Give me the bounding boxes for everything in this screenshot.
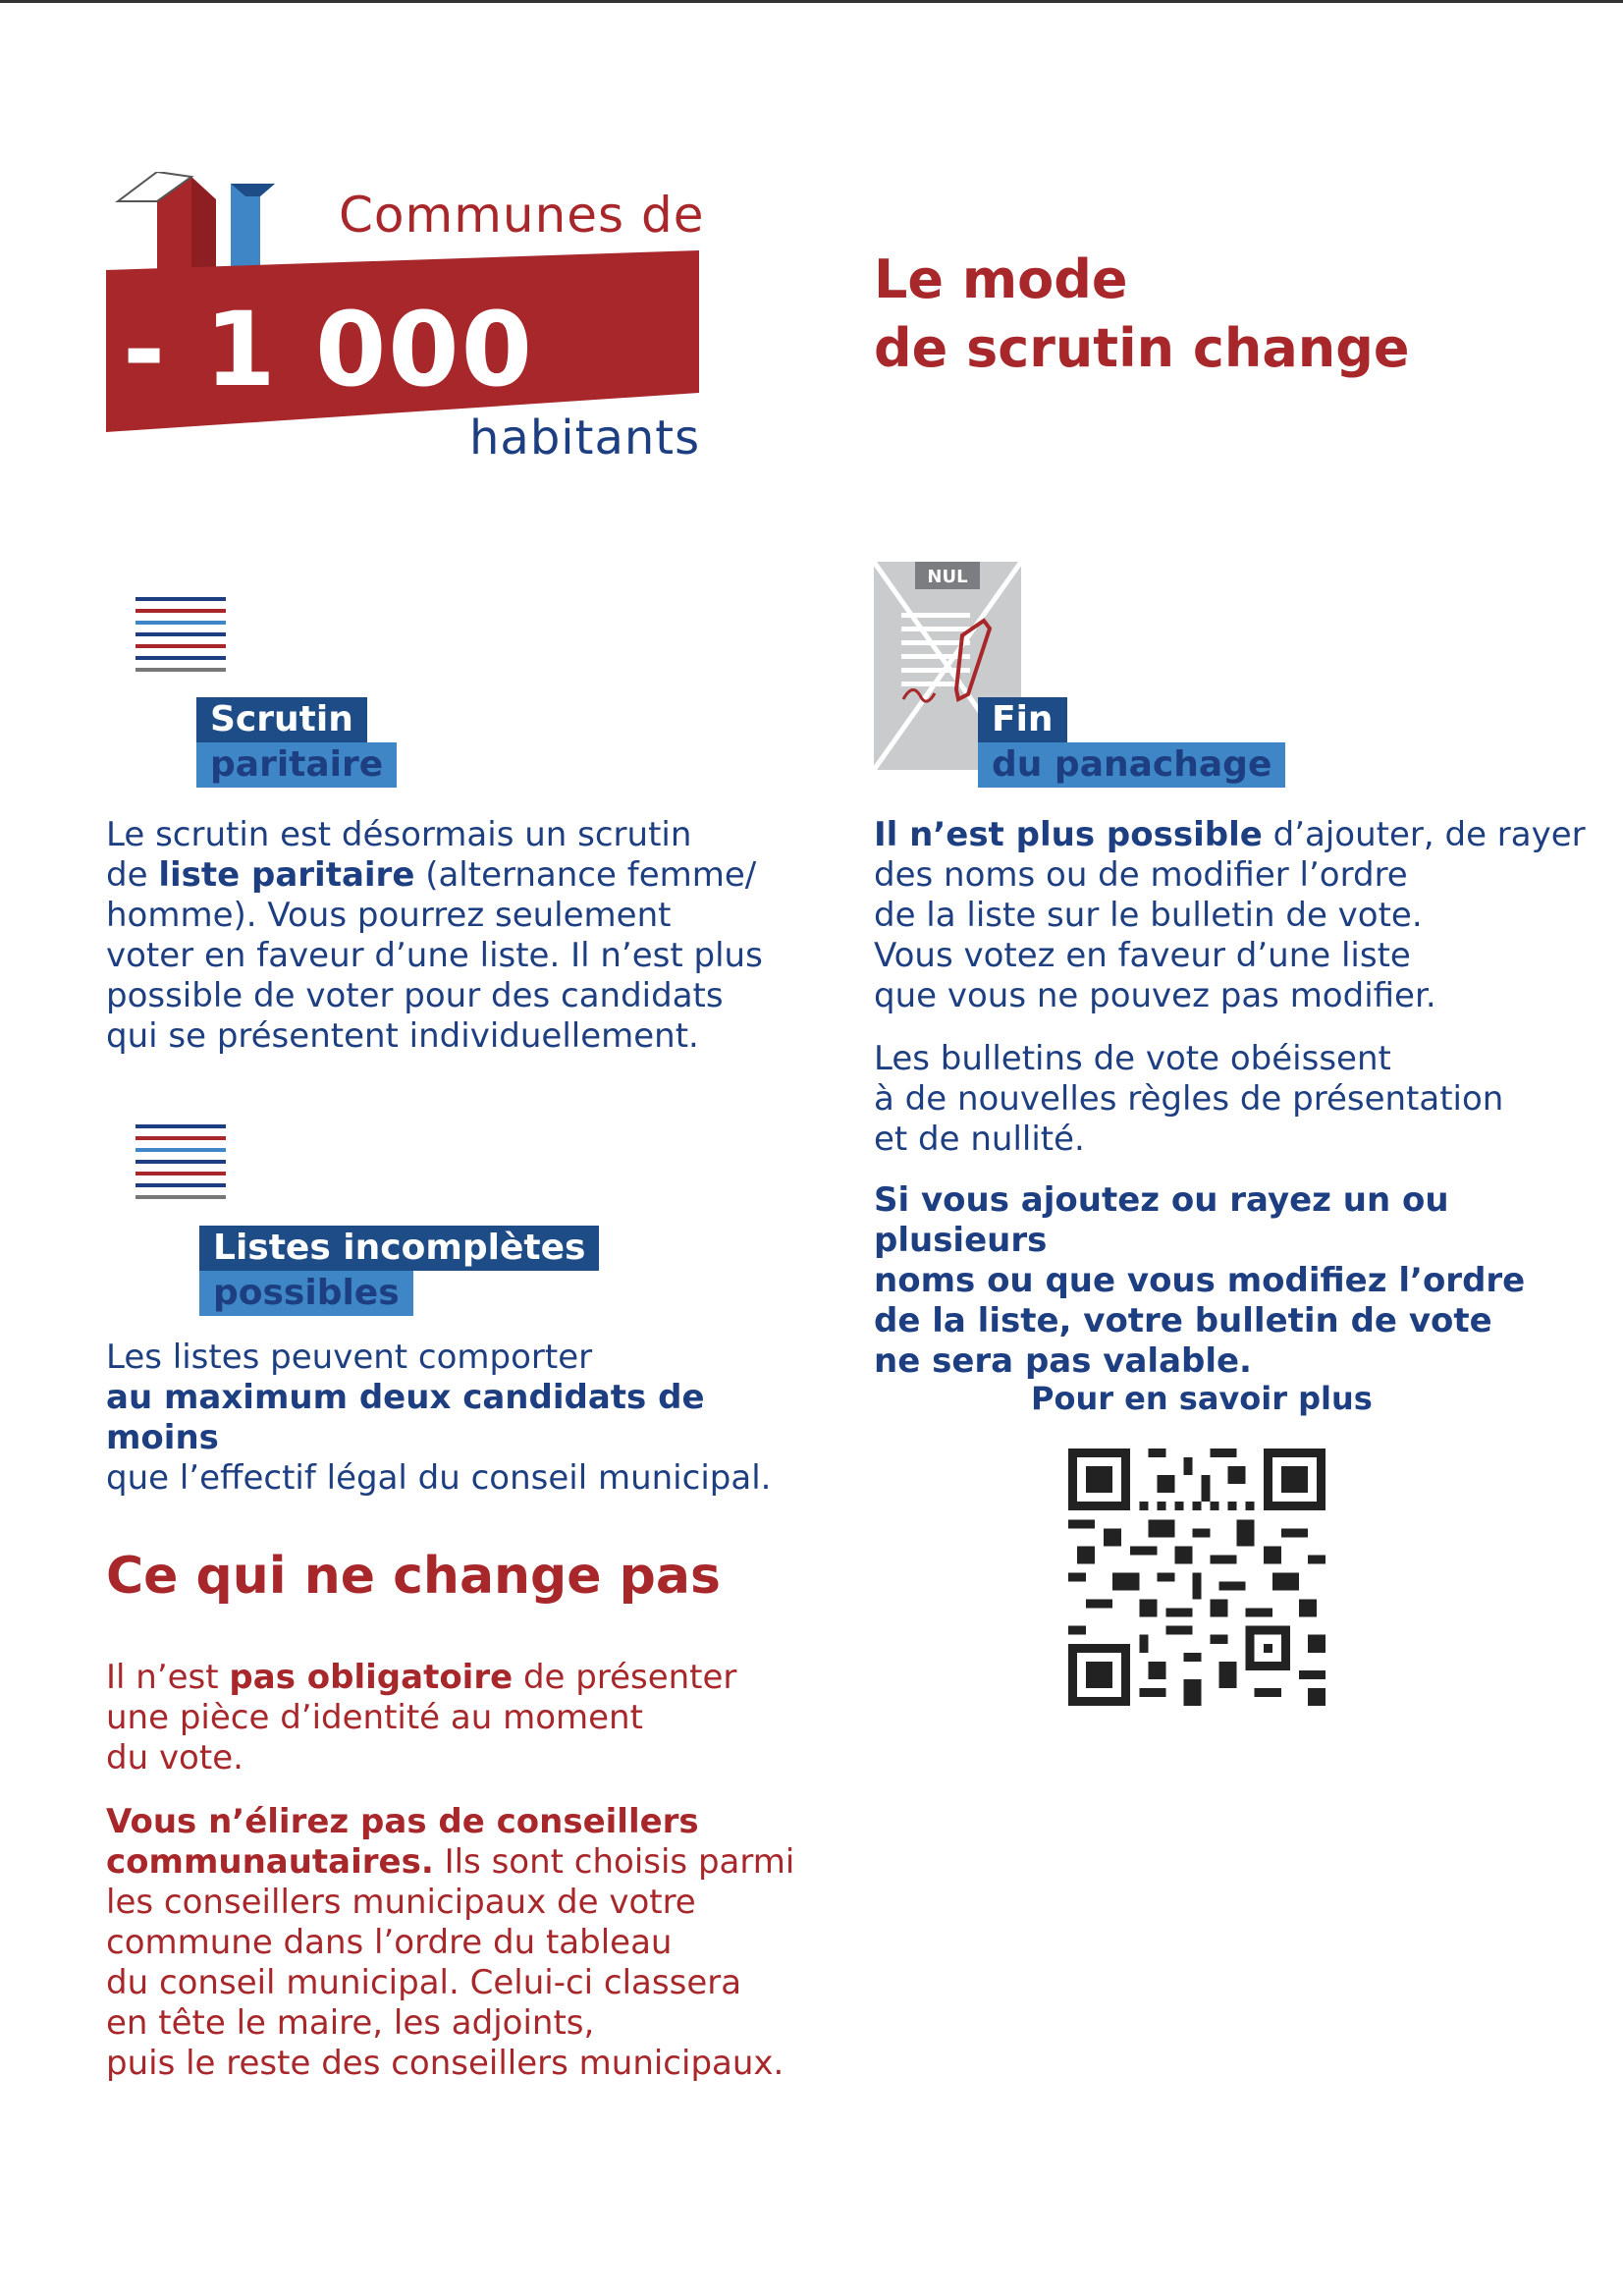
- top-edge-line: [0, 0, 1623, 3]
- panachage-paragraph-3: Si vous ajoutez ou rayez un ou plusieurs noms ou que vous modifiez l’ordre de la liste, votre bulletin de vote ne sera pas valable.: [874, 1180, 1526, 1381]
- change-pas-paragraph-2: Vous n’élirez pas de conseillers communautaires. Ils sont choisis parmi les conseillers municipaux de votre commune dans l’ordre du tableau du conseil municipal. Celui-ci classera en tête le maire, les adjoints, puis le reste des conseillers municipaux.: [106, 1802, 795, 2083]
- panachage-paragraph-2: Les bulletins de vote obéissent à de nouvelles règles de présentation et de nullité.: [874, 1039, 1504, 1159]
- qr-code-icon[interactable]: [1068, 1449, 1325, 1706]
- scrutin-paragraph: Le scrutin est désormais un scrutin de liste paritaire (alternance femme/ homme). Vous pourrez seulement voter en faveur d’une liste. Il n’est plus possible de voter pour des candidats qui se présentent individuellement.: [106, 815, 763, 1056]
- svg-text:NUL: NUL: [927, 567, 968, 587]
- fin-du-panachage-label: Fin du panachage: [978, 697, 1285, 788]
- stripes-icon: [135, 597, 226, 672]
- more-info-heading: Pour en savoir plus: [1031, 1380, 1373, 1417]
- panachage-paragraph-1: Il n’est plus possible d’ajouter, de rayer des noms ou de modifier l’ordre de la liste sur le bulletin de vote. Vous votez en faveur d’une liste que vous ne pouvez pas modifier.: [874, 815, 1586, 1015]
- stripes-icon: [135, 1124, 226, 1199]
- section-title-ne-change-pas: Ce qui ne change pas: [106, 1547, 721, 1606]
- habitants-text: habitants: [469, 410, 701, 465]
- communes-de-text: Communes de: [339, 187, 705, 244]
- population-number: - 1 000: [123, 290, 535, 410]
- page-title: Le mode de scrutin change: [874, 248, 1410, 379]
- listes-paragraph: Les listes peuvent comporter au maximum deux candidats de moins que l’effectif légal du conseil municipal.: [106, 1338, 772, 1498]
- scrutin-paritaire-label: Scrutin paritaire: [196, 697, 397, 788]
- listes-incompletes-label: Listes incomplètes possibles: [199, 1226, 599, 1316]
- change-pas-paragraph-1: Il n’est pas obligatoire de présenter une pièce d’identité au moment du vote.: [106, 1658, 737, 1777]
